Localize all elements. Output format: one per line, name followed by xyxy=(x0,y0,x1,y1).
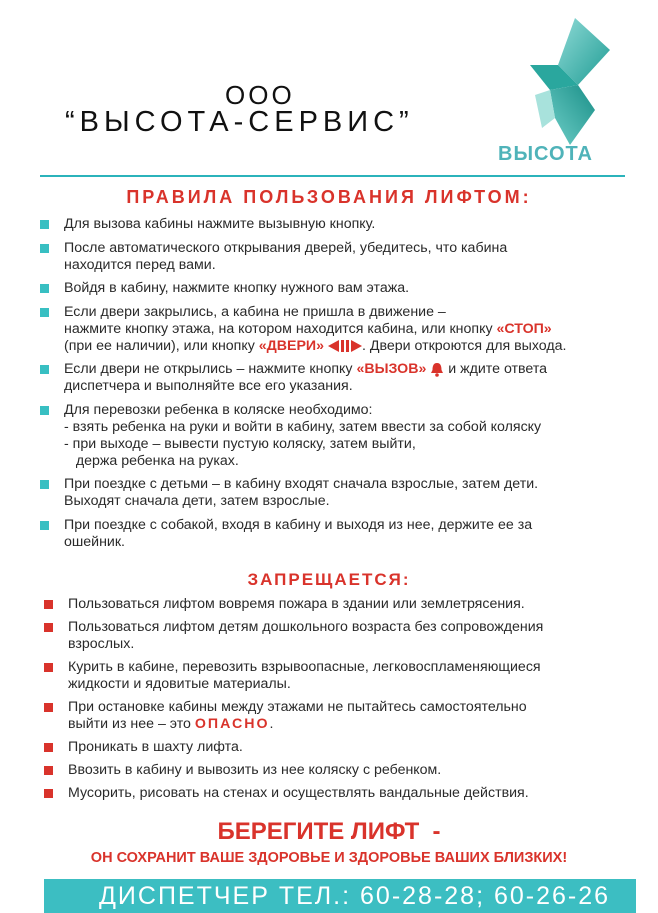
teal-bullet-icon xyxy=(40,521,49,530)
call-button-label: «ВЫЗОВ» xyxy=(356,361,427,377)
rule-item: Если двери не открылись – нажмите кнопку «ВЫЗОВ» и ждите ответа диспетчера и выполняйте все его указания. xyxy=(40,361,620,395)
forbidden-item: Ввозить в кабину и вывозить из нее коляску с ребенком. xyxy=(44,762,624,779)
danger-label: ОПАСНО xyxy=(194,716,270,732)
rules-list xyxy=(40,216,620,557)
rule-item: Войдя в кабину, нажмите кнопку нужного вам этажа. xyxy=(40,280,620,297)
red-bullet-icon xyxy=(44,623,53,632)
door-open-icon xyxy=(328,340,362,352)
red-bullet-icon xyxy=(44,766,53,775)
teal-bullet-icon xyxy=(40,406,49,415)
bell-icon xyxy=(430,362,444,377)
doors-button-label: «ДВЕРИ» xyxy=(258,337,325,354)
forbidden-item: Пользоваться лифтом вовремя пожара в здании или землетрясения. xyxy=(44,596,624,613)
forbidden-item: Пользоваться лифтом детям дошкольного возраста без сопровождения взрослых. xyxy=(44,619,624,653)
forbidden-item: При остановке кабины между этажами не пытайтесь самостоятельно выйти из нее – это ОПАСНО. xyxy=(44,699,624,733)
care-slogan: БЕРЕГИТЕ ЛИФТ - xyxy=(217,818,441,845)
rule-item: Для перевозки ребенка в коляске необходимо: - взять ребенка на руки и войти в кабину, затем ввести за собой коляску - при выходе – вывести пустую коляску, затем выйти, держа ребенка на руках. xyxy=(40,402,620,470)
red-bullet-icon xyxy=(44,743,53,752)
teal-bullet-icon xyxy=(40,284,49,293)
company-form: ООО xyxy=(225,80,295,110)
teal-bullet-icon xyxy=(40,244,49,253)
red-bullet-icon xyxy=(44,789,53,798)
forbidden-list xyxy=(44,596,624,808)
company-name: “ВЫСОТА-СЕРВИС” xyxy=(65,106,414,138)
teal-bullet-icon xyxy=(40,365,49,374)
forbidden-item: Курить в кабине, перевозить взрывоопасные, легковоспламеняющиеся жидкости и ядовитые материалы. xyxy=(44,659,624,693)
rule-item: При поездке с собакой, входя в кабину и выходя из нее, держите ее за ошейник. xyxy=(40,517,620,551)
rules-title: ПРАВИЛА ПОЛЬЗОВАНИЯ ЛИФТОМ: xyxy=(126,187,532,207)
rule-item: При поездке с детьми – в кабину входят сначала взрослые, затем дети. Выходят сначала дети, затем взрослые. xyxy=(40,476,620,510)
red-bullet-icon xyxy=(44,600,53,609)
rule-item: Для вызова кабины нажмите вызывную кнопку. xyxy=(40,216,620,233)
care-subslogan: ОН СОХРАНИТ ВАШЕ ЗДОРОВЬЕ И ЗДОРОВЬЕ ВАШИХ БЛИЗКИХ! xyxy=(90,850,568,866)
red-bullet-icon xyxy=(44,703,53,712)
logo-text: ВЫСОТА xyxy=(498,143,593,165)
forbidden-item: Проникать в шахту лифта. xyxy=(44,739,624,756)
dispatcher-phone: ДИСПЕТЧЕР ТЕЛ.: 60-28-28; 60-26-26 xyxy=(99,882,611,910)
forbidden-item: Мусорить, рисовать на стенах и осуществлять вандальные действия. xyxy=(44,785,624,802)
red-bullet-icon xyxy=(44,663,53,672)
rule-item: После автоматического открывания дверей, убедитесь, что кабина находится перед вами. xyxy=(40,240,620,274)
teal-bullet-icon xyxy=(40,220,49,229)
forbidden-title: ЗАПРЕЩАЕТСЯ: xyxy=(247,570,411,589)
dispatcher-bar xyxy=(44,879,636,913)
header-divider xyxy=(40,175,625,177)
teal-bullet-icon xyxy=(40,480,49,489)
stop-button-label: «СТОП» xyxy=(496,320,552,337)
rule-item: Если двери закрылись, а кабина не пришла в движение – нажмите кнопку этажа, на котором находится кабина, или кнопку «СТОП» (при ее наличии), или кнопку «ДВЕРИ» . Двери откроются для выхода. xyxy=(40,304,620,355)
teal-bullet-icon xyxy=(40,308,49,317)
